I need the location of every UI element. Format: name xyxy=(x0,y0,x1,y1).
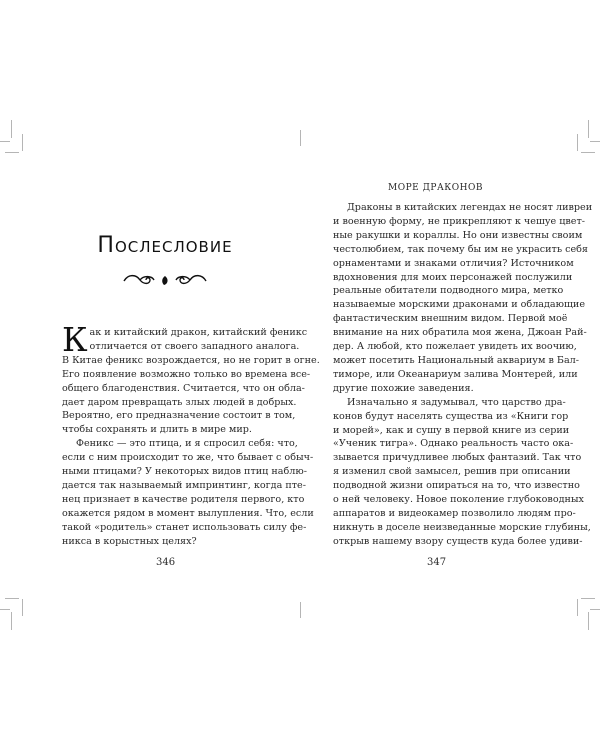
text-line: Феникс — это птица, и я спросил себя: что, xyxy=(76,438,298,450)
text-line: другие похожие заведения. xyxy=(333,382,474,394)
text-line: никса в корыстных целях? xyxy=(62,535,197,547)
text-line: ные ракушки и кораллы. Но они известны своим xyxy=(333,229,583,241)
ornament-divider-icon xyxy=(120,272,210,288)
crop-mark xyxy=(5,152,19,153)
crop-mark xyxy=(588,612,589,630)
text-line: называемые морскими драконами и обладающие xyxy=(333,299,585,311)
text-line: конов будут населять существа из «Книги гор xyxy=(333,410,569,422)
crop-mark xyxy=(0,609,10,610)
text-line: орнаментами и знаками отличия? Источником xyxy=(333,257,574,269)
text-line: общего благоденствия. Считается, что он обла- xyxy=(62,382,305,394)
crop-mark xyxy=(11,120,12,138)
right-page-body xyxy=(333,201,593,549)
crop-mark xyxy=(300,602,301,618)
crop-mark xyxy=(577,599,578,616)
text-line: подводной жизни опираться на то, что известно xyxy=(333,480,580,492)
text-line: ными птицами? У некоторых видов птиц наблю- xyxy=(62,466,307,478)
text-line: может посетить Национальный аквариум в Бал- xyxy=(333,354,580,366)
text-line: ак и китайский дракон, китайский феникс xyxy=(89,327,308,338)
chapter-title: Послесловие xyxy=(97,233,233,258)
crop-mark xyxy=(590,609,600,610)
text-line: и морей», как и сушу в первой книге из серии xyxy=(333,424,570,436)
text-line: вдохновения для моих персонажей послужили xyxy=(333,271,573,283)
text-line: открыв нашему взору существ куда более удиви- xyxy=(333,535,583,547)
paragraph xyxy=(333,201,593,396)
text-line: реальные обитатели подводного мира, метко xyxy=(333,285,564,297)
paragraph xyxy=(62,320,320,437)
text-line: никнуть в доселе неизведанные морские глубины, xyxy=(333,521,591,533)
crop-mark xyxy=(0,141,10,142)
crop-mark xyxy=(300,130,301,146)
text-line: Его появление возможно только во времена все- xyxy=(62,368,311,380)
crop-mark xyxy=(581,152,595,153)
text-line: дает даром превращать злых людей в добрых. xyxy=(62,396,297,408)
page-number-left: 346 xyxy=(156,557,176,568)
page-number-right: 347 xyxy=(427,557,447,568)
text-line: внимание на них обратила моя жена, Джоан Рай- xyxy=(333,327,587,339)
text-line: тиморе, или Океанариум залива Монтерей, или xyxy=(333,368,578,380)
text-line: В Китае феникс возрождается, но не горит в огне. xyxy=(62,354,320,366)
crop-mark xyxy=(22,134,23,151)
text-line: фантастическим внешним видом. Первой моё xyxy=(333,313,568,325)
crop-mark xyxy=(22,599,23,616)
crop-mark xyxy=(5,598,19,599)
text-line: я изменил свой замысел, решив при описании xyxy=(333,466,571,478)
text-line: честолюбием, так почему бы им не украсить себя xyxy=(333,243,588,255)
text-line: отличается от своего западного аналога. xyxy=(89,340,300,352)
crop-mark xyxy=(11,612,12,630)
running-head: МОРЕ ДРАКОНОВ xyxy=(388,183,483,193)
crop-mark xyxy=(590,141,600,142)
text-line: дер. А любой, кто пожелает увидеть их воочию, xyxy=(333,341,577,353)
paragraph xyxy=(333,396,591,549)
drop-cap: К xyxy=(62,320,88,359)
text-line: окажется рядом в момент вылупления. Что, если xyxy=(62,507,314,519)
text-line: нец признает в качестве родителя первого, кто xyxy=(62,493,305,505)
crop-mark xyxy=(581,598,595,599)
text-line: о ней человеку. Новое поколение глубоководных xyxy=(333,494,584,506)
text-line: зывается причудливее любых фантазий. Так что xyxy=(333,452,582,464)
crop-mark xyxy=(577,134,578,151)
text-line: Изначально я задумывал, что царство дра- xyxy=(347,396,566,408)
text-line: такой «родитель» станет использовать силу фе- xyxy=(62,521,307,533)
text-line: Вероятно, его предназначение состоит в том, xyxy=(62,410,296,422)
paragraph xyxy=(62,437,314,548)
text-line: если с ним происходит то же, что бывает с обыч- xyxy=(62,452,314,464)
text-line: чтобы сохранять и длить в мире мир. xyxy=(62,424,252,436)
text-line: и военную форму, не прикрепляют к чешуе цвет- xyxy=(333,215,586,227)
text-line: Драконы в китайских легендах не носят ливреи xyxy=(347,202,593,213)
left-page-body xyxy=(62,320,320,549)
text-line: дается так называемый импринтинг, когда пте- xyxy=(62,479,306,491)
text-line: аппаратов и видеокамер позволило людям про- xyxy=(333,507,576,519)
crop-mark xyxy=(588,120,589,138)
text-line: «Ученик тигра». Однако реальность часто ока- xyxy=(333,438,574,450)
